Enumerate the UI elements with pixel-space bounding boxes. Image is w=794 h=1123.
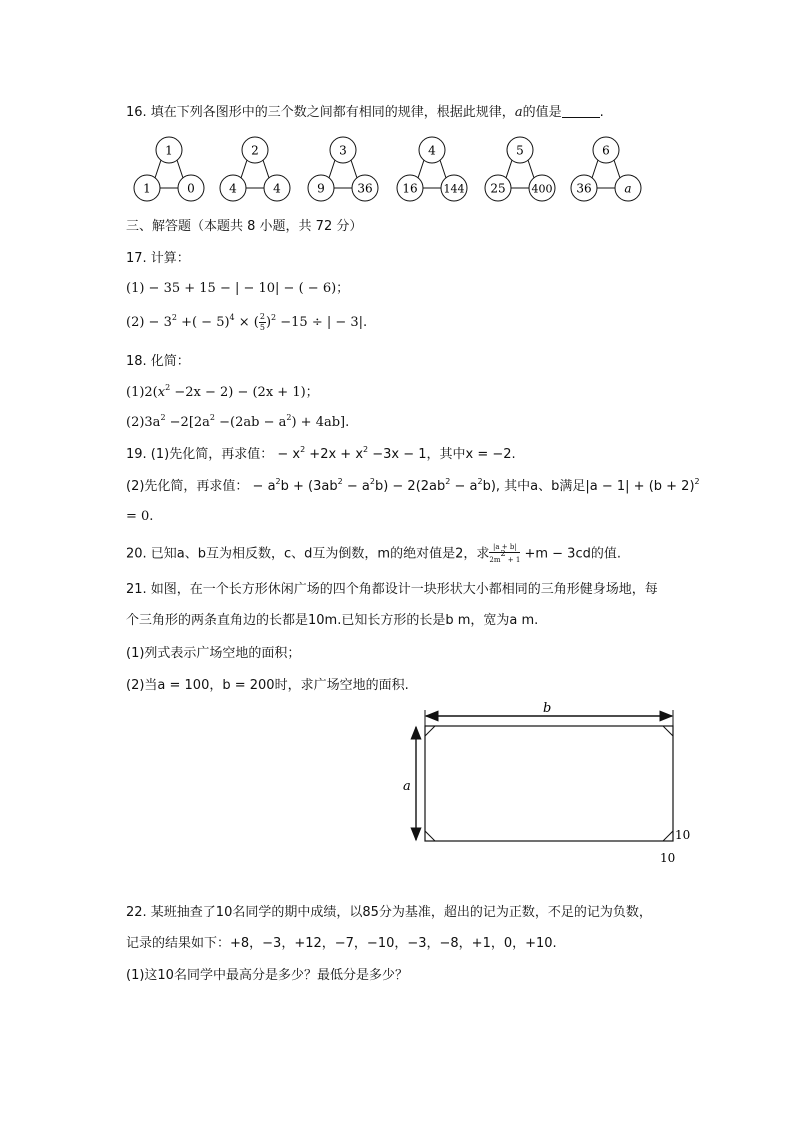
number-value: 6 — [602, 143, 610, 158]
corner-triangle — [425, 726, 435, 736]
number-value: 400 — [531, 182, 553, 196]
number-value: 2 — [251, 143, 259, 158]
q18-part1: $(1)2(x^2 -2x - 2) - (2x + 1)$； — [126, 383, 319, 400]
number-triangle — [571, 137, 641, 201]
corner-triangle — [663, 726, 673, 736]
q22-part1: (1)这10名同学中最高分是多少？最低分是多少？ — [126, 968, 408, 983]
number-triangle — [485, 137, 555, 201]
number-value: 16 — [402, 181, 418, 196]
q21-line2: 个三角形的两条直角边的长都是10m.已知长方形的长是b m，宽为a m. — [126, 613, 539, 628]
q21-part2: (2)当a = 100，b = 200时，求广场空地的面积. — [126, 678, 409, 693]
number-value: 36 — [576, 181, 592, 196]
number-triangle — [308, 137, 378, 201]
q19-part1: 19. (1)先化简，再求值： − $x^2 +2x + x^2 -3x - 1$，其中x = −2. — [126, 445, 516, 462]
number-value: 0 — [187, 181, 195, 196]
number-triangle — [397, 137, 467, 201]
number-value: 36 — [357, 181, 373, 196]
q16-triangle-figures — [0, 135, 794, 205]
q22-line2: 记录的结果如下：+8，−3，+12，−7，−10，−3，−8，+1，0，+10. — [126, 936, 557, 951]
q20-text: 20. 已知a、b互为相反数，c、d互为倒数，m的绝对值是2，求 $\frac{|a + b|}{2m^2 + 1}$ +m − 3cd的值. — [126, 543, 621, 564]
q21-part1: (1)列式表示广场空地的面积； — [126, 646, 301, 661]
q19-part2: (2)先化简，再求值： − $a^2b + (3ab^2 - a^2b) - 2(2ab^2 - a^2b)$, 其中a、b满足$|a - 1| + (b + 2)^2$ — [126, 477, 700, 494]
q17-part1: (1) − 35 + 15 − | − 10| − ( − 6)； — [126, 281, 350, 296]
number-value: 1 — [165, 143, 173, 158]
q17-part2: $(2) - 3^2$ +( − 5)$^4$ × ( $\frac{2}{5}$ )$^2$ −15 ÷ | − 3|. — [126, 312, 368, 332]
q16-text: 16. 填在下列各图形中的三个数之间都有相同的规律，根据此规律，a的值是 . — [126, 105, 604, 120]
number-value: 1 — [143, 181, 151, 196]
number-value: 144 — [443, 182, 465, 196]
section3-title: 三、解答题（本题共 8 小题，共 72 分） — [126, 219, 363, 234]
number-value: 4 — [428, 143, 436, 158]
q21-line1: 21. 如图，在一个长方形休闲广场的四个角都设计一块形状大小都相同的三角形健身场地，每 — [126, 582, 658, 597]
answer-blank — [562, 105, 600, 118]
corner-triangle — [663, 831, 673, 841]
label-b: b — [543, 701, 552, 716]
number-value: 25 — [490, 181, 506, 196]
number-value: a — [624, 181, 632, 196]
plaza-rectangle — [425, 726, 673, 841]
label-a: a — [403, 779, 411, 794]
label-10-bottom: 10 — [660, 851, 676, 865]
number-value: 5 — [516, 143, 524, 158]
number-triangle — [220, 137, 290, 201]
number-value: 4 — [273, 181, 281, 196]
number-triangle — [134, 137, 204, 201]
q21-rectangle-figure — [395, 700, 695, 870]
q18-title: 18. 化简： — [126, 354, 190, 369]
number-value: 3 — [339, 143, 347, 158]
number-value: 4 — [229, 181, 237, 196]
number-value: 9 — [317, 181, 325, 196]
q18-part2: $(2)3a^2 -2[2a^2 -(2ab - a^2) + 4ab]$. — [126, 413, 350, 430]
q22-line1: 22. 某班抽查了10名同学的期中成绩，以85分为基准，超出的记为正数，不足的记为负数， — [126, 905, 652, 920]
q17-title: 17. 计算： — [126, 251, 190, 266]
q19-part2-end: = 0. — [126, 509, 154, 524]
corner-triangle — [425, 831, 435, 841]
label-10-right: 10 — [675, 828, 691, 842]
